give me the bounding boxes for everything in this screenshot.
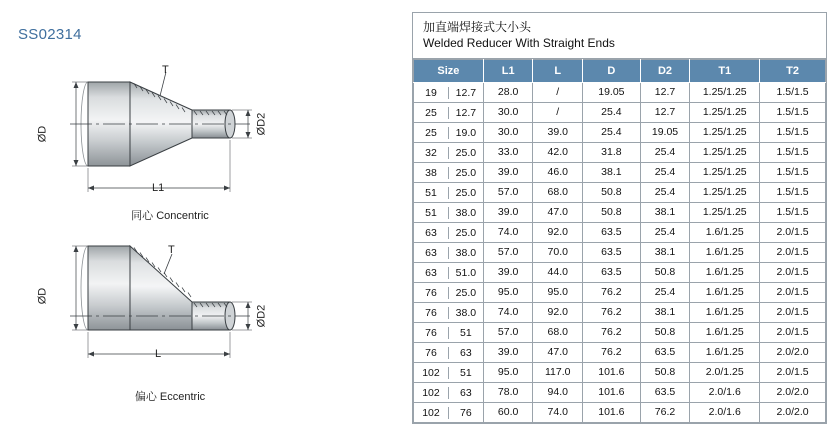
cell-t1: 2.0/1.25 <box>690 363 760 383</box>
cell-l: / <box>533 83 583 103</box>
cell-d2: 19.05 <box>640 123 690 143</box>
spec-table-head <box>414 60 826 83</box>
table-row <box>414 183 826 203</box>
cell-d: 76.2 <box>583 323 641 343</box>
cell-t2: 2.0/1.5 <box>760 363 826 383</box>
cell-l1: 78.0 <box>483 383 533 403</box>
cell-t1: 1.6/1.25 <box>690 303 760 323</box>
cell-t1: 1.25/1.25 <box>690 103 760 123</box>
cell-l1: 57.0 <box>483 243 533 263</box>
cell-l: 46.0 <box>533 163 583 183</box>
cell-t1: 1.6/1.25 <box>690 283 760 303</box>
cell-d2: 63.5 <box>640 383 690 403</box>
cell-t2: 1.5/1.5 <box>760 203 826 223</box>
concentric-reducer-svg <box>60 62 320 212</box>
cell-size: 19 12.7 <box>414 83 484 103</box>
cell-l1: 57.0 <box>483 323 533 343</box>
cell-l: 68.0 <box>533 183 583 203</box>
cell-size: 102 63 <box>414 383 484 403</box>
cell-t1: 1.6/1.25 <box>690 263 760 283</box>
cell-t2: 1.5/1.5 <box>760 83 826 103</box>
cell-t2: 2.0/1.5 <box>760 303 826 323</box>
cell-t2: 2.0/1.5 <box>760 243 826 263</box>
cell-d2: 38.1 <box>640 243 690 263</box>
cell-d2: 12.7 <box>640 83 690 103</box>
cell-size: 76 25.0 <box>414 283 484 303</box>
cell-t2: 2.0/2.0 <box>760 383 826 403</box>
cell-l1: 57.0 <box>483 183 533 203</box>
cell-l1: 39.0 <box>483 343 533 363</box>
cell-t2: 1.5/1.5 <box>760 103 826 123</box>
cell-t2: 2.0/1.5 <box>760 323 826 343</box>
cell-l: 94.0 <box>533 383 583 403</box>
eccentric-label-thickness: T <box>168 244 175 256</box>
cell-l: 44.0 <box>533 263 583 283</box>
cell-d2: 63.5 <box>640 343 690 363</box>
cell-d: 63.5 <box>583 263 641 283</box>
cell-d2: 50.8 <box>640 323 690 343</box>
cell-size: 38 25.0 <box>414 163 484 183</box>
eccentric-label-d: ØD <box>36 287 49 305</box>
cell-t1: 1.25/1.25 <box>690 123 760 143</box>
cell-l1: 33.0 <box>483 143 533 163</box>
cell-d2: 25.4 <box>640 143 690 163</box>
cell-l1: 28.0 <box>483 83 533 103</box>
cell-t2: 2.0/1.5 <box>760 223 826 243</box>
spec-table-panel <box>412 12 827 424</box>
cell-t2: 1.5/1.5 <box>760 183 826 203</box>
cell-d2: 50.8 <box>640 363 690 383</box>
table-row <box>414 203 826 223</box>
spec-table <box>413 59 826 423</box>
cell-t2: 1.5/1.5 <box>760 123 826 143</box>
cell-d: 63.5 <box>583 223 641 243</box>
cell-t1: 1.25/1.25 <box>690 83 760 103</box>
eccentric-reducer-svg <box>60 228 320 378</box>
header-size: Size <box>414 60 484 83</box>
cell-d: 19.05 <box>583 83 641 103</box>
cell-d2: 12.7 <box>640 103 690 123</box>
cell-l1: 30.0 <box>483 103 533 123</box>
cell-l: 39.0 <box>533 123 583 143</box>
concentric-label-length: L1 <box>152 182 165 194</box>
cell-t2: 2.0/1.5 <box>760 283 826 303</box>
cell-l: 92.0 <box>533 223 583 243</box>
cell-l: 95.0 <box>533 283 583 303</box>
table-row <box>414 283 826 303</box>
cell-l: 47.0 <box>533 343 583 363</box>
cell-t1: 1.6/1.25 <box>690 243 760 263</box>
cell-d: 50.8 <box>583 203 641 223</box>
spec-title-english: Welded Reducer With Straight Ends <box>423 36 615 51</box>
cell-size: 25 12.7 <box>414 103 484 123</box>
cell-d2: 38.1 <box>640 203 690 223</box>
cell-l1: 74.0 <box>483 303 533 323</box>
cell-t2: 2.0/1.5 <box>760 263 826 283</box>
cell-l: 68.0 <box>533 323 583 343</box>
cell-size: 51 38.0 <box>414 203 484 223</box>
cell-d: 101.6 <box>583 383 641 403</box>
header-d2: D2 <box>640 60 690 83</box>
eccentric-label-d2: ØD2 <box>255 304 268 328</box>
cell-size: 63 38.0 <box>414 243 484 263</box>
cell-t1: 1.25/1.25 <box>690 183 760 203</box>
table-row <box>414 243 826 263</box>
cell-size: 102 51 <box>414 363 484 383</box>
cell-size: 76 38.0 <box>414 303 484 323</box>
cell-t1: 1.25/1.25 <box>690 143 760 163</box>
cell-d: 25.4 <box>583 123 641 143</box>
table-row <box>414 263 826 283</box>
concentric-reducer-drawing <box>36 62 320 217</box>
cell-size: 25 19.0 <box>414 123 484 143</box>
cell-size: 102 76 <box>414 403 484 423</box>
cell-l: 117.0 <box>533 363 583 383</box>
cell-d: 38.1 <box>583 163 641 183</box>
cell-d: 76.2 <box>583 343 641 363</box>
header-d: D <box>583 60 641 83</box>
cell-l: 70.0 <box>533 243 583 263</box>
cell-d2: 76.2 <box>640 403 690 423</box>
cell-d: 76.2 <box>583 303 641 323</box>
eccentric-label-length: L <box>155 348 162 360</box>
spec-header-row <box>414 60 826 83</box>
header-t2: T2 <box>760 60 826 83</box>
cell-l: 92.0 <box>533 303 583 323</box>
drawing-pane <box>0 0 410 429</box>
cell-l: 42.0 <box>533 143 583 163</box>
concentric-label-d2: ØD2 <box>255 112 268 136</box>
cell-l: 47.0 <box>533 203 583 223</box>
header-t1: T1 <box>690 60 760 83</box>
table-row <box>414 363 826 383</box>
part-code: SS02314 <box>18 26 82 43</box>
cell-d: 101.6 <box>583 403 641 423</box>
table-row <box>414 163 826 183</box>
eccentric-reducer-drawing <box>36 228 320 383</box>
cell-t2: 1.5/1.5 <box>760 163 826 183</box>
concentric-caption: 同心 Concentric <box>131 210 209 222</box>
cell-l1: 30.0 <box>483 123 533 143</box>
table-row <box>414 343 826 363</box>
cell-t1: 2.0/1.6 <box>690 403 760 423</box>
cell-d: 50.8 <box>583 183 641 203</box>
cell-l: 74.0 <box>533 403 583 423</box>
cell-d: 25.4 <box>583 103 641 123</box>
cell-l1: 39.0 <box>483 203 533 223</box>
cell-l1: 95.0 <box>483 283 533 303</box>
table-row <box>414 383 826 403</box>
table-row <box>414 123 826 143</box>
table-row <box>414 403 826 423</box>
cell-d2: 25.4 <box>640 183 690 203</box>
spec-table-title <box>413 13 826 59</box>
cell-d2: 50.8 <box>640 263 690 283</box>
cell-t1: 1.25/1.25 <box>690 163 760 183</box>
cell-t1: 1.6/1.25 <box>690 223 760 243</box>
cell-t1: 2.0/1.6 <box>690 383 760 403</box>
cell-l1: 95.0 <box>483 363 533 383</box>
spec-table-body <box>414 83 826 423</box>
cell-l1: 74.0 <box>483 223 533 243</box>
cell-size: 63 25.0 <box>414 223 484 243</box>
cell-d: 63.5 <box>583 243 641 263</box>
concentric-label-d: ØD <box>36 125 49 143</box>
cell-size: 32 25.0 <box>414 143 484 163</box>
concentric-label-thickness: T <box>162 64 169 76</box>
cell-t2: 1.5/1.5 <box>760 143 826 163</box>
header-l1: L1 <box>483 60 533 83</box>
cell-d: 31.8 <box>583 143 641 163</box>
eccentric-caption: 偏心 Eccentric <box>134 391 206 403</box>
cell-t2: 2.0/2.0 <box>760 403 826 423</box>
cell-d2: 25.4 <box>640 283 690 303</box>
cell-t2: 2.0/2.0 <box>760 343 826 363</box>
cell-l1: 60.0 <box>483 403 533 423</box>
cell-t1: 1.25/1.25 <box>690 203 760 223</box>
cell-d2: 38.1 <box>640 303 690 323</box>
cell-size: 76 51 <box>414 323 484 343</box>
table-row <box>414 303 826 323</box>
cell-d2: 25.4 <box>640 223 690 243</box>
header-l: L <box>533 60 583 83</box>
cell-l: / <box>533 103 583 123</box>
cell-size: 63 51.0 <box>414 263 484 283</box>
cell-size: 76 63 <box>414 343 484 363</box>
table-row <box>414 83 826 103</box>
spec-title-chinese: 加直端焊接式大小头 <box>423 20 532 34</box>
table-row <box>414 103 826 123</box>
table-row <box>414 143 826 163</box>
table-row <box>414 223 826 243</box>
cell-d: 101.6 <box>583 363 641 383</box>
cell-d: 76.2 <box>583 283 641 303</box>
cell-d2: 25.4 <box>640 163 690 183</box>
table-row <box>414 323 826 343</box>
cell-t1: 1.6/1.25 <box>690 323 760 343</box>
cell-l1: 39.0 <box>483 263 533 283</box>
cell-t1: 1.6/1.25 <box>690 343 760 363</box>
cell-l1: 39.0 <box>483 163 533 183</box>
cell-size: 51 25.0 <box>414 183 484 203</box>
